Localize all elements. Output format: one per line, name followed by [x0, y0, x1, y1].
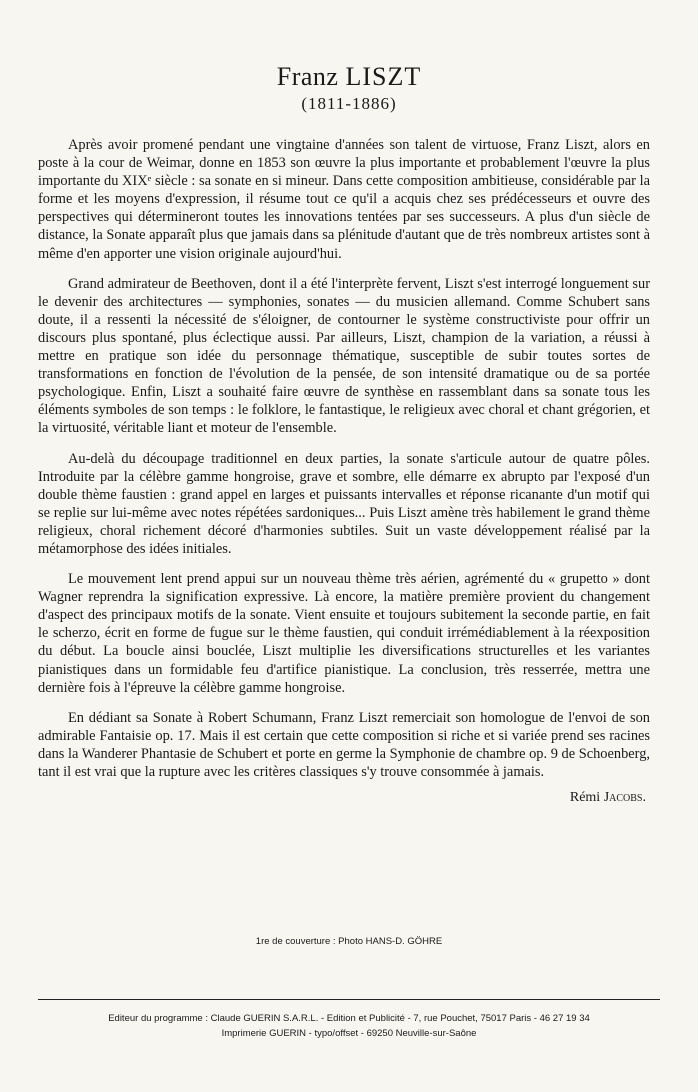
title-last-name: LISZT	[345, 62, 422, 91]
publisher-footer	[0, 1011, 698, 1041]
paragraph-3: Au-delà du découpage traditionnel en deux parties, la sonate s'articule autour de quatre pôles. Introduite par la célèbre gamme hongroise, grave et sombre, elle démarre ex abrupto par l'exposé d'un double thème faustien : grand appel en larges et puissants intervalles et réponse ricanante d'un motif qui se replie sur lui-même avec notes répétées sardoniques... Puis Liszt amène très habilement le grand thème religieux, choral richement décoré d'harmonies subtiles. Suit un vaste développement réalisé par la métamorphose des idées initiales.	[38, 450, 650, 557]
paragraph-4: Le mouvement lent prend appui sur un nouveau thème très aérien, agrémenté du « grupetto » dont Wagner reprendra la signification expressive. Là encore, la matière première provient du changement d'aspect des principaux motifs de la sonate. Vient ensuite et toujours subitement la seconde partie, en fait le scherzo, écrit en forme de fugue sur le thème faustien, qui conduit irrémédiablement à la réexposition du début. La boucle ainsi bouclée, Liszt multiplie les diversifications structurelles et les variantes pianistiques dans un formidable feu d'artifice pianistique. La conclusion, très resserrée, mettra une dernière fois à l'épreuve la célèbre gamme hongroise.	[38, 571, 650, 696]
footer-divider	[38, 999, 660, 1000]
cover-photo-credit: 1re de couverture : Photo HANS-D. GÖHRE	[255, 936, 443, 947]
footer-editor-line: Editeur du programme : Claude GUERIN S.A.R.L. - Edition et Publicité - 7, rue Pouchet, 75017 Paris - 46 27 19 34	[108, 1013, 590, 1024]
paragraph-1: Après avoir promené pendant une vingtaine d'années son talent de virtuose, Franz Liszt, alors en poste à la cour de Weimar, donne en 1853 son œuvre la plus importante et probablement l'œuvre la plus importante du XIXᵉ siècle : sa sonate en si mineur. Dans cette composition ambitieuse, considérable par la forme et les moyens d'expression, il résume tout ce qu'il a acquis chez ses prédécesseurs et ouvre des perspectives qui détermineront toutes les innovations tentées par ses successeurs. A plus d'un siècle de distance, la Sonate apparaît plus que jamais dans sa plénitude d'autant que de très nombreux artistes sont à même d'en apporter une vision originale aujourd'hui.	[38, 137, 650, 262]
footer-printer-line: Imprimerie GUERIN - typo/offset - 69250 Neuville-sur-Saône	[221, 1028, 477, 1039]
author-first-name: Rémi	[569, 790, 601, 806]
author-last-name: Jacobs.	[603, 790, 646, 806]
paragraph-2: Grand admirateur de Beethoven, dont il a été l'interprète fervent, Liszt s'est interrogé longuement sur le devenir des architectures — symphonies, sonates — du musicien allemand. Comme Schubert sans doute, il a ressenti la nécessité de s'éloigner, de contourner le système constructiviste pour offrir un discours plus spontané, plus éclectique aussi. Par ailleurs, Liszt, champion de la variation, a réussi à mettre en pratique son idée du personnage thématique, susceptible de subir toutes sortes de transformations en fonction de l'évolution de la pensée, de son intensité dramatique ou de sa portée psychologique. Enfin, Liszt a souhaité faire œuvre de synthèse en rassemblant dans sa sonate tous les éléments symboles de son temps : le folklore, le fantastique, le religieux avec choral et chant grégorien, et la virtuosité, véritable liant et moteur de l'ensemble.	[38, 275, 650, 437]
title-first-name: Franz	[276, 62, 339, 91]
paragraph-5: En dédiant sa Sonate à Robert Schumann, Franz Liszt remerciait son homologue de l'envoi de son admirable Fantaisie op. 17. Mais il est certain que cette composition si riche et si variée prend ses racines dans la Wanderer Phantasie de Schubert et porte en germe la Symphonie de chambre op. 9 de Schoenberg, tant il est vrai que la rupture avec les critères classiques s'y trouve consommée à jamais.	[38, 709, 650, 780]
author-signature	[38, 789, 650, 807]
life-dates: (1811-1886)	[301, 94, 397, 113]
article-body	[38, 136, 650, 807]
page-title	[0, 62, 698, 92]
